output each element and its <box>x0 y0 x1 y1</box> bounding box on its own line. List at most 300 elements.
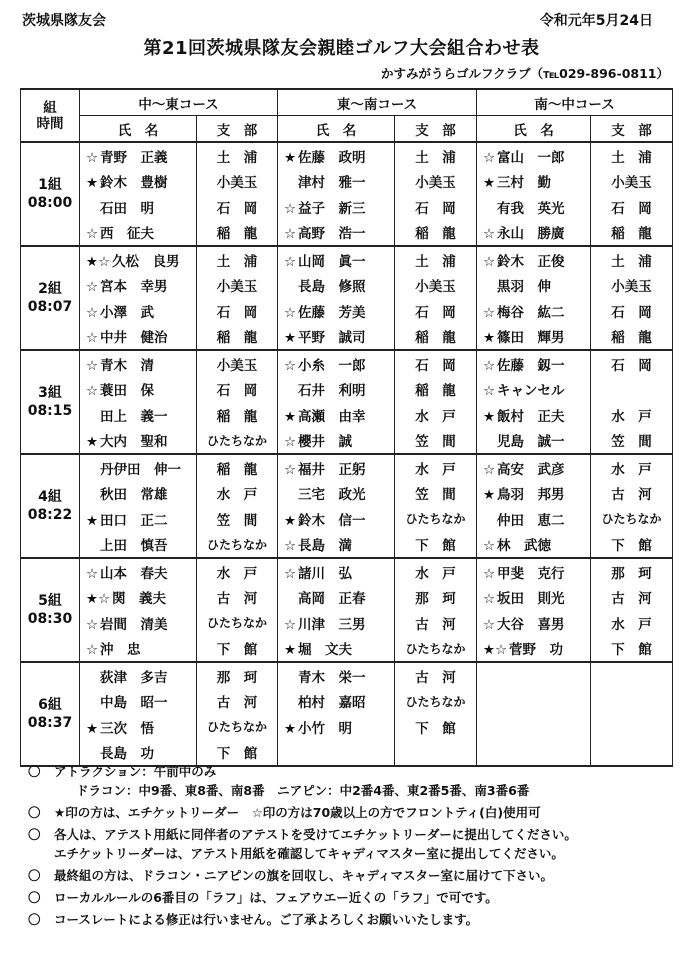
player-name-cell <box>80 402 197 428</box>
player-branch <box>591 662 673 689</box>
player-branch: 下 館 <box>395 532 477 559</box>
player-name: 小澤 武 <box>100 304 154 321</box>
player-mark: ☆ <box>85 330 99 347</box>
player-branch <box>591 377 673 403</box>
note-text: ★印の方は、エチケットリーダー ☆印の方は70歳以上の方でフロントティ(白)使用可 <box>54 805 541 820</box>
table-row <box>21 350 673 377</box>
player-name: 諸川 弘 <box>298 565 353 582</box>
player-mark: ☆ <box>283 304 297 321</box>
branch-header: 支 部 <box>197 116 278 143</box>
player-name-cell <box>278 532 395 559</box>
player-branch: 水 戸 <box>591 454 673 481</box>
player-name: 佐藤 釼一 <box>497 357 565 374</box>
player-name-cell <box>80 532 197 559</box>
player-branch: 水 戸 <box>591 610 673 636</box>
note-text: ローカルルールの6番目の「ラフ」は、フェアウエー近くの「ラフ」で可です。 <box>54 890 498 905</box>
player-mark: ☆ <box>85 279 99 296</box>
pairing-table-body <box>21 142 673 766</box>
note-bullet: 〇 <box>28 827 41 842</box>
tee-time: 08:00 <box>27 195 73 211</box>
player-branch: 稲 龍 <box>395 220 477 247</box>
player-name: キャンセル <box>497 383 565 400</box>
player-mark: ☆ <box>283 226 297 243</box>
player-name-cell <box>80 506 197 532</box>
player-name: 小竹 明 <box>298 720 353 737</box>
course-header-3: 南～中コース <box>477 89 673 116</box>
player-branch: 古 河 <box>197 689 278 715</box>
player-name-cell <box>477 662 591 689</box>
group-number: 4組 <box>38 489 62 505</box>
player-branch: 水 戸 <box>197 481 278 507</box>
player-name: 小糸 一郎 <box>298 357 366 374</box>
player-name-cell <box>80 194 197 220</box>
player-name-cell <box>278 402 395 428</box>
player-mark: ☆ <box>482 538 496 555</box>
player-name-cell <box>278 298 395 324</box>
player-name: 長島 功 <box>100 746 154 763</box>
table-row <box>21 428 673 455</box>
player-mark: ★☆ <box>85 591 111 608</box>
player-name-cell <box>477 636 591 663</box>
player-name-cell <box>477 246 591 273</box>
player-name-cell <box>278 350 395 377</box>
player-name: 大内 聖和 <box>100 434 168 451</box>
player-name-cell <box>477 220 591 247</box>
player-mark: ☆ <box>85 383 99 400</box>
player-mark: ☆ <box>482 357 496 374</box>
branch-header: 支 部 <box>591 116 673 143</box>
note-item <box>24 762 674 800</box>
player-name-cell <box>477 194 591 220</box>
player-name-cell <box>80 169 197 195</box>
player-branch: 土 浦 <box>591 142 673 169</box>
player-name: 佐藤 政明 <box>298 149 366 166</box>
player-branch: 笠 間 <box>591 428 673 455</box>
player-name: 高瀬 由幸 <box>298 408 366 425</box>
player-name-cell <box>278 273 395 299</box>
player-branch: 古 河 <box>591 585 673 611</box>
player-name: 永山 勝廣 <box>497 226 565 243</box>
player-name-cell <box>80 298 197 324</box>
player-branch: 小美玉 <box>591 169 673 195</box>
table-row <box>21 454 673 481</box>
note-item <box>24 803 674 822</box>
player-name-cell <box>80 585 197 611</box>
player-branch: 小美玉 <box>197 169 278 195</box>
player-name-cell <box>477 273 591 299</box>
table-row <box>21 273 673 299</box>
player-name: 林 武徳 <box>497 538 552 555</box>
player-mark: ☆ <box>283 565 297 582</box>
player-mark: ☆ <box>482 253 496 270</box>
player-mark: ☆ <box>482 461 496 478</box>
group-header: 組 <box>43 99 57 116</box>
player-branch: 古 河 <box>591 481 673 507</box>
tee-time: 08:22 <box>27 507 73 523</box>
player-mark: ★ <box>283 642 297 659</box>
player-name: 中井 健治 <box>100 330 168 347</box>
table-row <box>21 532 673 559</box>
player-name-cell <box>477 454 591 481</box>
player-branch: 笠 間 <box>395 481 477 507</box>
player-branch: 稲 龍 <box>591 324 673 351</box>
player-branch: 水 戸 <box>395 402 477 428</box>
table-row <box>21 636 673 663</box>
note-text: コースレートによる修正は行いません。ご了承よろしくお願いいたします。 <box>54 912 479 927</box>
page-title: 第21回茨城県隊友会親睦ゴルフ大会組合わせ表 <box>143 38 540 59</box>
player-mark: ☆ <box>85 565 99 582</box>
player-mark: ☆ <box>85 642 99 659</box>
player-name-cell <box>80 714 197 740</box>
player-mark: ☆ <box>482 591 496 608</box>
player-mark: ★ <box>482 408 496 425</box>
player-name-cell <box>80 610 197 636</box>
player-branch: 稲 龍 <box>197 402 278 428</box>
player-mark: ★ <box>85 434 99 451</box>
player-name: 田口 正二 <box>100 512 168 529</box>
player-name: 飯村 正夫 <box>497 408 565 425</box>
player-name-cell <box>80 273 197 299</box>
table-row <box>21 194 673 220</box>
note-text: アトラクション：午前中のみ <box>54 764 217 779</box>
player-name: 田上 義一 <box>100 408 168 425</box>
player-name: 宮本 幸男 <box>100 279 168 296</box>
player-name: 甲斐 克行 <box>497 565 565 582</box>
player-name: 青野 正義 <box>100 149 168 166</box>
table-row <box>21 324 673 351</box>
player-name-cell <box>477 558 591 585</box>
table-row <box>21 220 673 247</box>
player-name: 中島 昭一 <box>100 695 168 712</box>
player-name: 篠田 輝男 <box>497 330 565 347</box>
table-row <box>21 298 673 324</box>
player-name: 福井 正躬 <box>298 461 366 478</box>
player-name: 高岡 正春 <box>298 591 366 608</box>
player-name: 長島 満 <box>298 538 353 555</box>
player-branch: 石 岡 <box>197 298 278 324</box>
player-name: 西 征夫 <box>100 226 154 243</box>
player-branch: 下 館 <box>591 532 673 559</box>
player-name-cell <box>278 689 395 715</box>
tee-time: 08:15 <box>27 403 73 419</box>
player-name-cell <box>477 481 591 507</box>
player-name: 菅野 功 <box>509 642 564 659</box>
player-branch: 下 館 <box>591 636 673 663</box>
player-mark: ★ <box>283 512 297 529</box>
group-number: 3組 <box>38 385 62 401</box>
player-name: 久松 良男 <box>112 253 180 270</box>
course-header-2: 東～南コース <box>278 89 477 116</box>
player-name: 三次 悟 <box>100 720 154 737</box>
player-mark: ★ <box>85 175 99 192</box>
player-name-cell <box>80 324 197 351</box>
player-name: 山本 春夫 <box>100 565 168 582</box>
player-branch: 稲 龍 <box>395 377 477 403</box>
notes-section <box>24 762 674 932</box>
player-name: 丹伊田 伸一 <box>100 461 181 478</box>
player-name: 鈴木 正俊 <box>497 253 565 270</box>
player-name: 関 義夫 <box>112 591 166 608</box>
player-name-cell <box>278 662 395 689</box>
player-name: 柏村 嘉昭 <box>298 695 366 712</box>
player-name: 長島 修照 <box>298 279 366 296</box>
table-row <box>21 142 673 169</box>
player-mark: ☆ <box>283 538 297 555</box>
player-name: 秋田 常雄 <box>100 487 168 504</box>
player-name: 大谷 喜男 <box>497 616 565 633</box>
player-name-cell <box>278 246 395 273</box>
player-mark: ☆ <box>85 357 99 374</box>
player-branch: ひたちなか <box>395 636 477 663</box>
player-name-cell <box>477 532 591 559</box>
player-branch: 笠 間 <box>395 428 477 455</box>
player-branch: ひたちなか <box>197 610 278 636</box>
player-branch: 稲 龍 <box>197 220 278 247</box>
group-number: 5組 <box>38 593 62 609</box>
player-branch: 石 岡 <box>197 194 278 220</box>
player-name: 黒羽 伸 <box>497 279 552 296</box>
note-item <box>24 825 674 863</box>
player-name: 荻津 多吉 <box>100 669 168 686</box>
player-mark: ★☆ <box>482 642 508 659</box>
player-branch: 古 河 <box>395 662 477 689</box>
player-name: 鳥羽 邦男 <box>497 487 565 504</box>
player-name: 石井 利明 <box>298 383 366 400</box>
player-mark: ★ <box>85 512 99 529</box>
note-item <box>24 888 674 907</box>
note-item <box>24 866 674 885</box>
player-name: 川津 三男 <box>298 616 366 633</box>
player-branch: 小美玉 <box>197 350 278 377</box>
note-item <box>24 910 674 929</box>
group-number: 1組 <box>38 177 62 193</box>
player-name-cell <box>477 377 591 403</box>
course-header-1: 中～東コース <box>80 89 278 116</box>
player-branch: 小美玉 <box>395 169 477 195</box>
player-name-cell <box>278 558 395 585</box>
player-name-cell <box>278 481 395 507</box>
player-mark: ☆ <box>85 304 99 321</box>
player-name: 三村 勤 <box>497 175 552 192</box>
player-mark: ☆ <box>283 461 297 478</box>
player-mark: ☆ <box>482 616 496 633</box>
note-bullet: 〇 <box>28 912 41 927</box>
player-branch: 石 岡 <box>591 350 673 377</box>
player-name: 青木 清 <box>100 357 154 374</box>
player-name: 石田 明 <box>100 200 154 217</box>
player-name: 山岡 眞一 <box>298 253 366 270</box>
tee-time: 08:37 <box>27 715 73 731</box>
player-name-cell <box>80 558 197 585</box>
table-row <box>21 558 673 585</box>
player-name-cell <box>80 689 197 715</box>
table-row <box>21 246 673 273</box>
player-mark: ★☆ <box>85 253 111 270</box>
player-name: 富山 一郎 <box>497 149 565 166</box>
player-name-cell <box>80 377 197 403</box>
player-branch: 小美玉 <box>395 273 477 299</box>
player-name: 櫻井 誠 <box>298 434 353 451</box>
player-name-cell <box>80 246 197 273</box>
player-mark: ☆ <box>85 149 99 166</box>
player-branch: ひたちなか <box>197 532 278 559</box>
group-label-cell <box>21 142 80 246</box>
table-row <box>21 714 673 740</box>
time-header: 時間 <box>36 115 64 132</box>
player-branch: ひたちなか <box>591 506 673 532</box>
player-name-cell <box>278 636 395 663</box>
player-name-cell <box>477 142 591 169</box>
group-label-cell <box>21 454 80 558</box>
table-row <box>21 402 673 428</box>
group-label-cell <box>21 662 80 766</box>
player-branch: ひたちなか <box>395 506 477 532</box>
player-branch: ひたちなか <box>197 428 278 455</box>
player-branch: 水 戸 <box>591 402 673 428</box>
player-branch: 那 珂 <box>591 558 673 585</box>
player-name: 有我 英光 <box>497 200 565 217</box>
player-name-cell <box>80 428 197 455</box>
player-branch: 笠 間 <box>197 506 278 532</box>
player-branch: 水 戸 <box>197 558 278 585</box>
table-row <box>21 585 673 611</box>
player-mark: ★ <box>482 175 496 192</box>
player-mark: ☆ <box>482 383 496 400</box>
player-name: 蓑田 保 <box>100 383 154 400</box>
player-name-cell <box>477 714 591 740</box>
player-branch: 稲 龍 <box>197 454 278 481</box>
player-mark: ☆ <box>482 304 496 321</box>
player-name: 梅谷 紘二 <box>497 304 565 321</box>
player-name-cell <box>80 662 197 689</box>
player-name-cell <box>278 506 395 532</box>
player-name: 上田 慎吾 <box>100 538 168 555</box>
player-mark: ★ <box>85 720 99 737</box>
player-name-cell <box>477 298 591 324</box>
player-name-cell <box>278 377 395 403</box>
player-mark: ☆ <box>482 149 496 166</box>
player-name-cell <box>278 220 395 247</box>
document-date: 令和元年5月24日 <box>539 13 653 29</box>
player-name-cell <box>80 454 197 481</box>
note-text: 各人は、アテスト用紙に同伴者のアテストを受けてエチケットリーダーに提出してください。 <box>54 827 577 842</box>
player-name-cell <box>477 689 591 715</box>
table-row <box>21 377 673 403</box>
player-name: 三宅 政光 <box>298 487 366 504</box>
group-label-cell <box>21 246 80 350</box>
player-mark: ☆ <box>283 357 297 374</box>
player-mark: ★ <box>482 330 496 347</box>
player-mark: ★ <box>283 720 297 737</box>
group-number: 6組 <box>38 697 62 713</box>
table-row <box>21 610 673 636</box>
table-row <box>21 506 673 532</box>
table-row <box>21 689 673 715</box>
group-time-header <box>21 89 80 142</box>
name-header: 氏 名 <box>477 116 591 143</box>
player-name: 坂田 則光 <box>497 591 565 608</box>
player-name: 岩間 清美 <box>100 616 168 633</box>
player-name-cell <box>477 324 591 351</box>
player-name: 青木 栄一 <box>298 669 366 686</box>
player-name-cell <box>278 194 395 220</box>
player-name-cell <box>80 142 197 169</box>
table-row <box>21 169 673 195</box>
player-name-cell <box>477 585 591 611</box>
player-name: 高野 浩一 <box>298 226 366 243</box>
player-name: 鈴木 豊樹 <box>100 175 168 192</box>
venue-info: かすみがうらゴルフクラブ（℡029-896-0811） <box>381 66 669 81</box>
player-branch: 水 戸 <box>395 454 477 481</box>
player-mark: ☆ <box>482 565 496 582</box>
player-mark: ☆ <box>482 226 496 243</box>
player-name-cell <box>80 481 197 507</box>
player-name: 平野 誠司 <box>298 330 366 347</box>
player-mark: ☆ <box>283 253 297 270</box>
player-branch: 稲 龍 <box>395 324 477 351</box>
player-name-cell <box>278 169 395 195</box>
player-branch <box>591 714 673 740</box>
note-bullet: 〇 <box>28 868 41 883</box>
player-branch: 土 浦 <box>591 246 673 273</box>
player-name: 児島 誠一 <box>497 434 565 451</box>
player-branch: 那 珂 <box>395 585 477 611</box>
player-branch: 那 珂 <box>197 662 278 689</box>
player-name: 沖 忠 <box>100 642 141 659</box>
note-bullet: 〇 <box>28 764 41 779</box>
player-branch: 小美玉 <box>591 273 673 299</box>
player-branch: 小美玉 <box>197 273 278 299</box>
pairing-table <box>20 88 673 767</box>
player-name-cell <box>80 220 197 247</box>
player-branch: ひたちなか <box>395 689 477 715</box>
player-branch: ひたちなか <box>197 714 278 740</box>
name-header: 氏 名 <box>80 116 197 143</box>
player-branch: 石 岡 <box>395 350 477 377</box>
player-branch: 下 館 <box>197 636 278 663</box>
player-name-cell <box>278 142 395 169</box>
player-name-cell <box>477 428 591 455</box>
player-mark: ★ <box>482 487 496 504</box>
note-text: ドラコン：中9番、東8番、南8番 ニアピン：中2番4番、東2番5番、南3番6番 <box>76 783 530 798</box>
player-name: 堀 文夫 <box>298 642 353 659</box>
player-branch: 石 岡 <box>395 194 477 220</box>
player-branch: 土 浦 <box>395 246 477 273</box>
player-branch: 石 岡 <box>591 194 673 220</box>
player-name-cell <box>278 428 395 455</box>
player-branch: 古 河 <box>395 610 477 636</box>
player-branch: 土 浦 <box>395 142 477 169</box>
player-branch <box>591 689 673 715</box>
player-mark: ★ <box>283 408 297 425</box>
group-label-cell <box>21 350 80 454</box>
player-mark: ★ <box>283 149 297 166</box>
player-name-cell <box>278 610 395 636</box>
player-mark: ★ <box>283 330 297 347</box>
player-name-cell <box>278 324 395 351</box>
player-branch: 土 浦 <box>197 142 278 169</box>
tee-time: 08:07 <box>27 299 73 315</box>
player-name-cell <box>278 714 395 740</box>
player-branch: 石 岡 <box>591 298 673 324</box>
player-mark: ☆ <box>85 616 99 633</box>
player-name-cell <box>477 350 591 377</box>
player-name-cell <box>278 454 395 481</box>
table-row <box>21 662 673 689</box>
player-name-cell <box>477 169 591 195</box>
player-name-cell <box>278 585 395 611</box>
player-name-cell <box>80 350 197 377</box>
